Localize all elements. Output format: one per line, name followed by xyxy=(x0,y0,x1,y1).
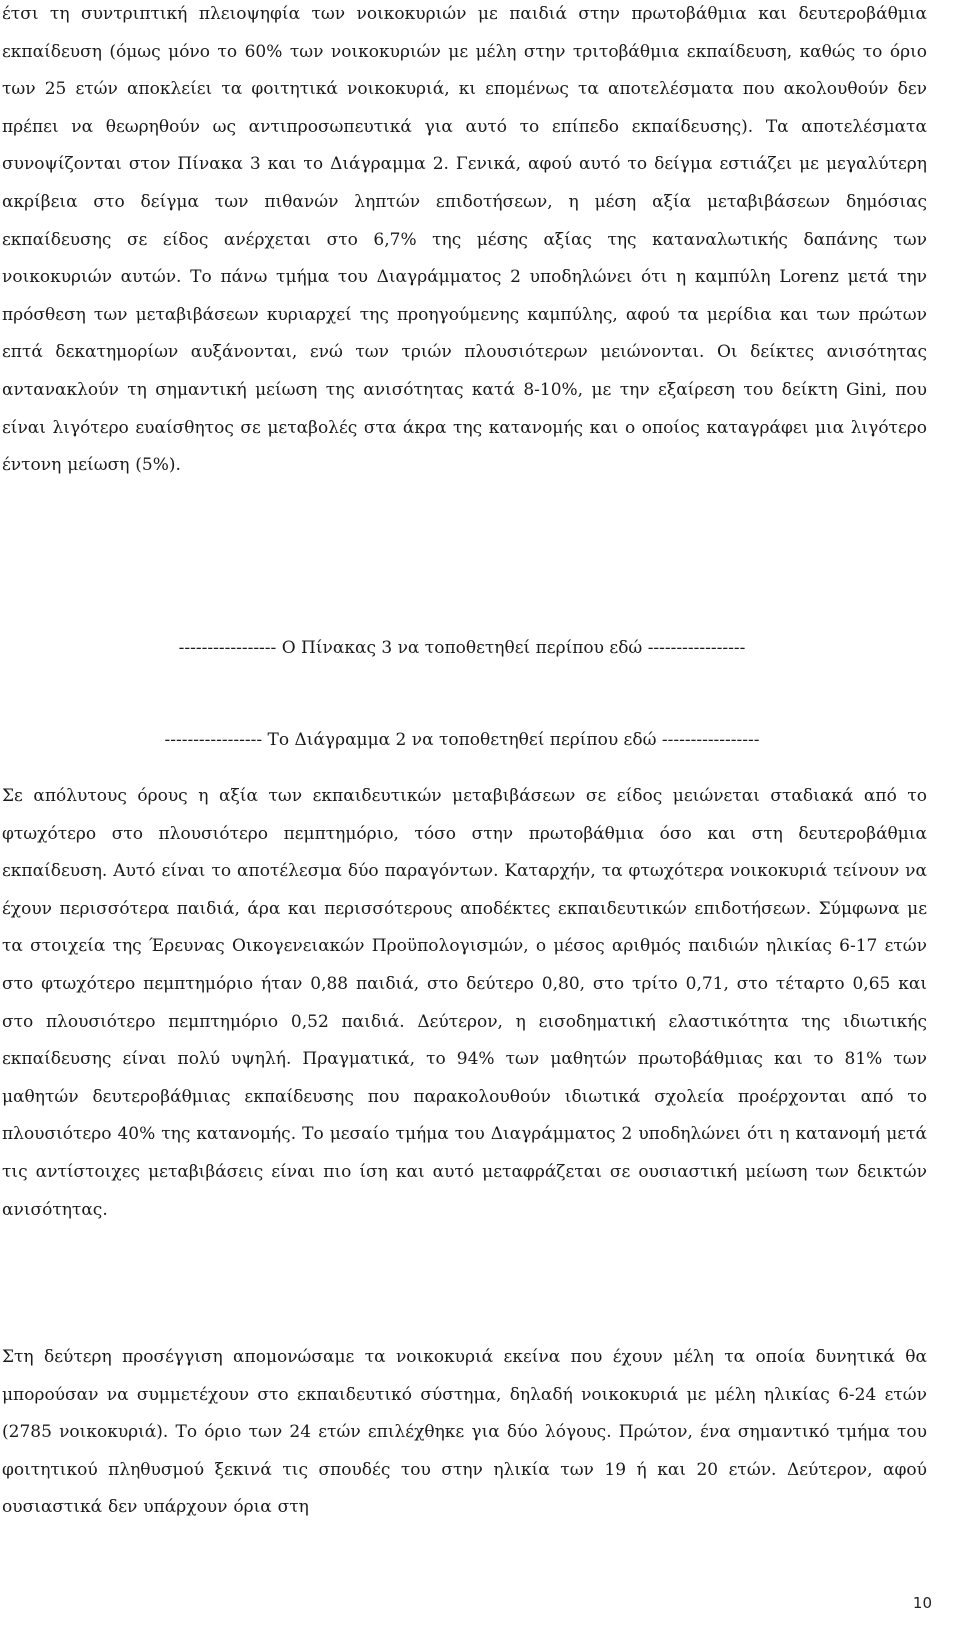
page-number: 10 xyxy=(912,1594,932,1612)
paragraph-2: Σε απόλυτους όρους η αξία των εκπαιδευτικών μεταβιβάσεων σε είδος μειώνεται σταδιακά από το φτωχότερο στο πλουσιότερο πεμπτημόριο, τόσο στην πρωτοβάθμια όσο και στη δευτεροβάθμια εκπαίδευση. Αυτό είναι το αποτέλεσμα δύο παραγόντων. Καταρχήν, τα φτωχότερα νοικοκυριά τείνουν να έχουν περισσότερα παιδιά, άρα και περισσότερους αποδέκτες εκπαιδευτικών επιδοτήσεων. Σύμφωνα με τα στοιχεία της Έρευνας Οικογενειακών Προϋπολογισμών, ο μέσος αριθμός παιδιών ηλικίας 6-17 ετών στο φτωχότερο πεμπτημόριο ήταν 0,88 παιδιά, στο δεύτερο 0,80, στο τρίτο 0,71, στο τέταρτο 0,65 και στο πλουσιότερο πεμπτημόριο 0,52 παιδιά. Δεύτερον, η εισοδηματική ελαστικότητα της ιδιωτικής εκπαίδευσης είναι πολύ υψηλή. Πραγματικά, το 94% των μαθητών πρωτοβάθμιας και το 81% των μαθητών δευτεροβάθμιας εκπαίδευσης που παρακολουθούν ιδιωτικά σχολεία προέρχονται από το πλουσιότερο 40% της κατανομής. Το μεσαίο τμήμα του Διαγράμματος 2 υποδηλώνει ότι η κατανομή μετά τις αντίστοιχες μεταβιβάσεις είναι πιο ίση και αυτό μεταφράζεται σε ουσιαστική μείωση των δεικτών ανισότητας. xyxy=(2,786,927,1220)
paragraph-3: Στη δεύτερη προσέγγιση απομονώσαμε τα νοικοκυριά εκείνα που έχουν μέλη τα οποία δυνητικά θα μπορούσαν να συμμετέχουν στο εκπαιδευτικό σύστημα, δηλαδή νοικοκυριά με μέλη ηλικίας 6-24 ετών (2785 νοικοκυριά). Το όριο των 24 ετών επιλέχθηκε για δύο λόγους. Πρώτον, ένα σημαντικό τμήμα του φοιτητικού πληθυσμού ξεκινά τις σπουδές του στην ηλικία των 19 ή και 20 ετών. Δεύτερον, αφού ουσιαστικά δεν υπάρχουν όρια στη xyxy=(2,1347,927,1518)
chart-placeholder-note: ----------------- Το Διάγραμμα 2 να τοποθετηθεί περίπου εδώ ----------------- xyxy=(164,730,760,750)
paragraph-1: έτσι τη συντριπτική πλειοψηφία των νοικοκυριών με παιδιά στην πρωτοβάθμια και δευτεροβάθμια εκπαίδευση (όμως μόνο το 60% των νοικοκυριών με μέλη στην τριτοβάθμια εκπαίδευση, καθώς το όριο των 25 ετών αποκλείει τα φοιτητικά νοικοκυριά, κι επομένως τα αποτελέσματα που ακολουθούν δεν πρέπει να θεωρηθούν ως αντιπροσωπευτικά για αυτό το επίπεδο εκπαίδευσης). Τα αποτελέσματα συνοψίζονται στον Πίνακα 3 και το Διάγραμμα 2. Γενικά, αφού αυτό το δείγμα εστιάζει με μεγαλύτερη ακρίβεια στο δείγμα των πιθανών ληπτών επιδοτήσεων, η μέση αξία μεταβιβάσεων δημόσιας εκπαίδευσης σε είδος ανέρχεται στο 6,7% της μέσης αξίας της καταναλωτικής δαπάνης των νοικοκυριών αυτών. Το πάνω τμήμα του Διαγράμματος 2 υποδηλώνει ότι η καμπύλη Lorenz μετά την πρόσθεση των μεταβιβάσεων κυριαρχεί της προηγούμενης καμπύλης, αφού τα μερίδια και των πρώτων επτά δεκατημορίων αυξάνονται, ενώ των τριών πλουσιότερων μειώνονται. Οι δείκτες ανισότητας αντανακλούν τη σημαντική μείωση της ανισότητας κατά 8-10%, με την εξαίρεση του δείκτη Gini, που είναι λιγότερο ευαίσθητος σε μεταβολές στα άκρα της κατανομής και ο οποίος καταγράφει μια λιγότερο έντονη μείωση (5%). xyxy=(2,4,927,476)
table-placeholder-note: ----------------- Ο Πίνακας 3 να τοποθετηθεί περίπου εδώ ----------------- xyxy=(178,638,746,658)
